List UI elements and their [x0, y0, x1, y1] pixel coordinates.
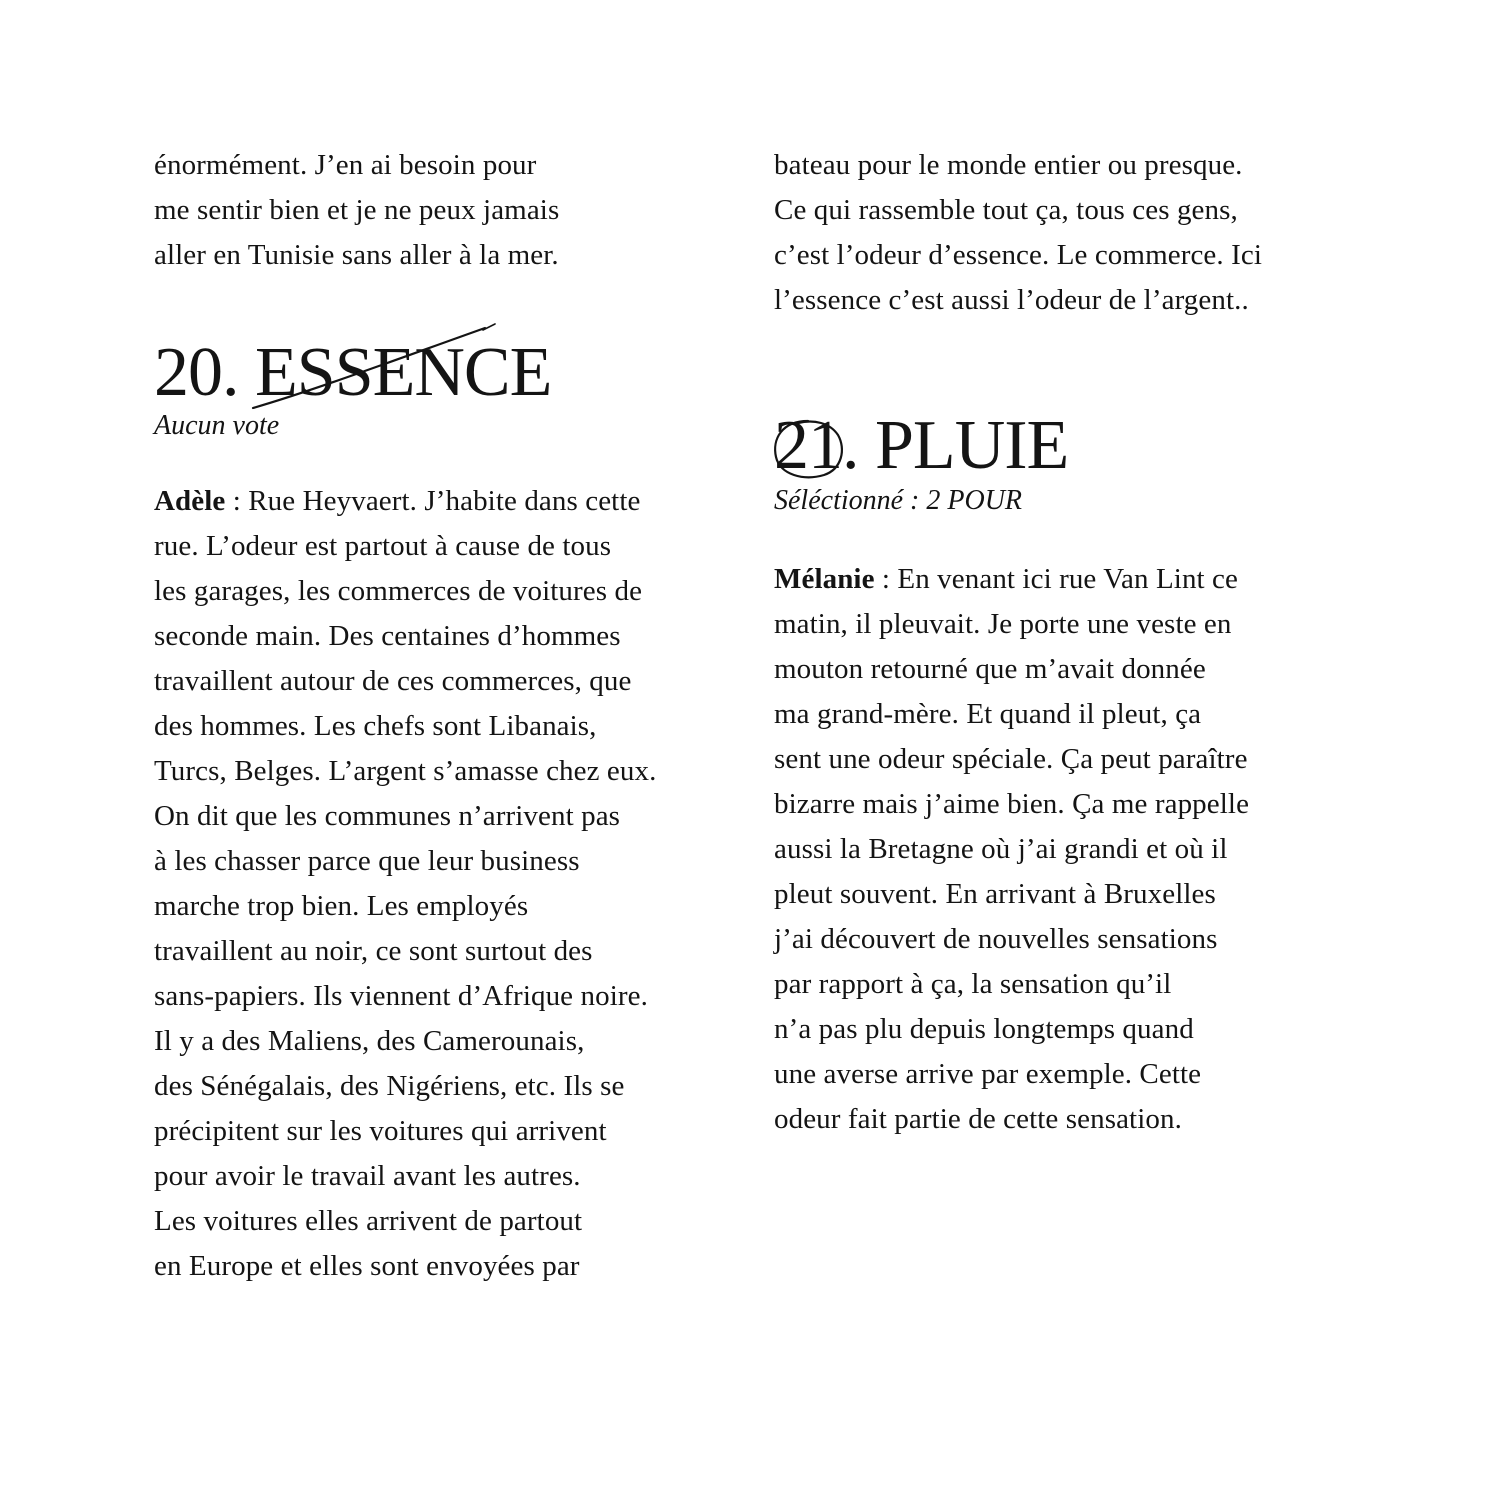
section-word-pluie: PLUIE [875, 407, 1069, 484]
speaker-name: Mélanie [774, 563, 875, 595]
left-continuation-paragraph: énormément. J’en ai besoin pour me sentir bien et je ne peux jamais aller en Tunisie sans aller à la mer. [154, 149, 560, 271]
section-number: 20. [154, 334, 239, 411]
section-essence [154, 334, 744, 1289]
testimony-text: En venant ici rue Van Lint ce matin, il pleuvait. Je porte une veste en mouton retourné que m’avait donnée ma grand-mère. Et quand il pleut, ça sent une odeur spéciale. Ça peut paraître bizarre mais j’aime bien. Ça me rappelle aussi la Bretagne où j’ai grandi et où il pleut souvent. En arrivant à Bruxelles j’ai découvert de nouvelles sensations par rapport à ça, la sensation qu’il n’a pas plu depuis longtemps quand une averse arrive par exemple. Cette odeur fait partie de cette sensation. [774, 563, 1250, 1135]
section-title-essence [154, 334, 744, 411]
testimony-adele [154, 479, 744, 1289]
testimony-text: Rue Heyvaert. J’habite dans cette rue. L’odeur est partout à cause de tous les garages, les commerces de voitures de seconde main. Des centaines d’hommes travaillent autour de ces commerces, que des hommes. Les chefs sont Libanais, Turcs, Belges. L’argent s’amasse chez eux. On dit que les communes n’arrivent pas à les chasser parce que leur business marche trop bien. Les employés travaillent au noir, ce sont surtout des sans-papiers. Ils viennent d’Afrique noire. Il y a des Maliens, des Camerounais, des Sénégalais, des Nigériens, etc. Ils se précipitent sur les voitures qui arrivent pour avoir le travail avant les autres. Les voitures elles arrivent de partout en Europe et elles sont envoyées par [154, 485, 657, 1282]
section-title-pluie [774, 407, 1364, 484]
testimony-melanie [774, 557, 1364, 1142]
speaker-separator: : [225, 485, 249, 517]
left-column [154, 143, 744, 1289]
right-continuation-paragraph: bateau pour le monde entier ou presque. Ce qui rassemble tout ça, tous ces gens, c’est l’odeur d’essence. Le commerce. Ici l’essence c’est aussi l’odeur de l’argent.. [774, 149, 1262, 316]
right-column [774, 143, 1364, 1142]
section-number-circled [774, 407, 859, 484]
section-status-pluie: Séléctionné : 2 POUR [774, 485, 1023, 516]
speaker-name: Adèle [154, 485, 226, 517]
section-word-essence [255, 334, 552, 411]
section-word-text: ESSENCE [255, 334, 552, 411]
speaker-separator: : [874, 563, 898, 595]
section-status-essence: Aucun vote [154, 410, 280, 441]
section-number: 21. [774, 407, 859, 484]
section-pluie [774, 407, 1364, 1142]
